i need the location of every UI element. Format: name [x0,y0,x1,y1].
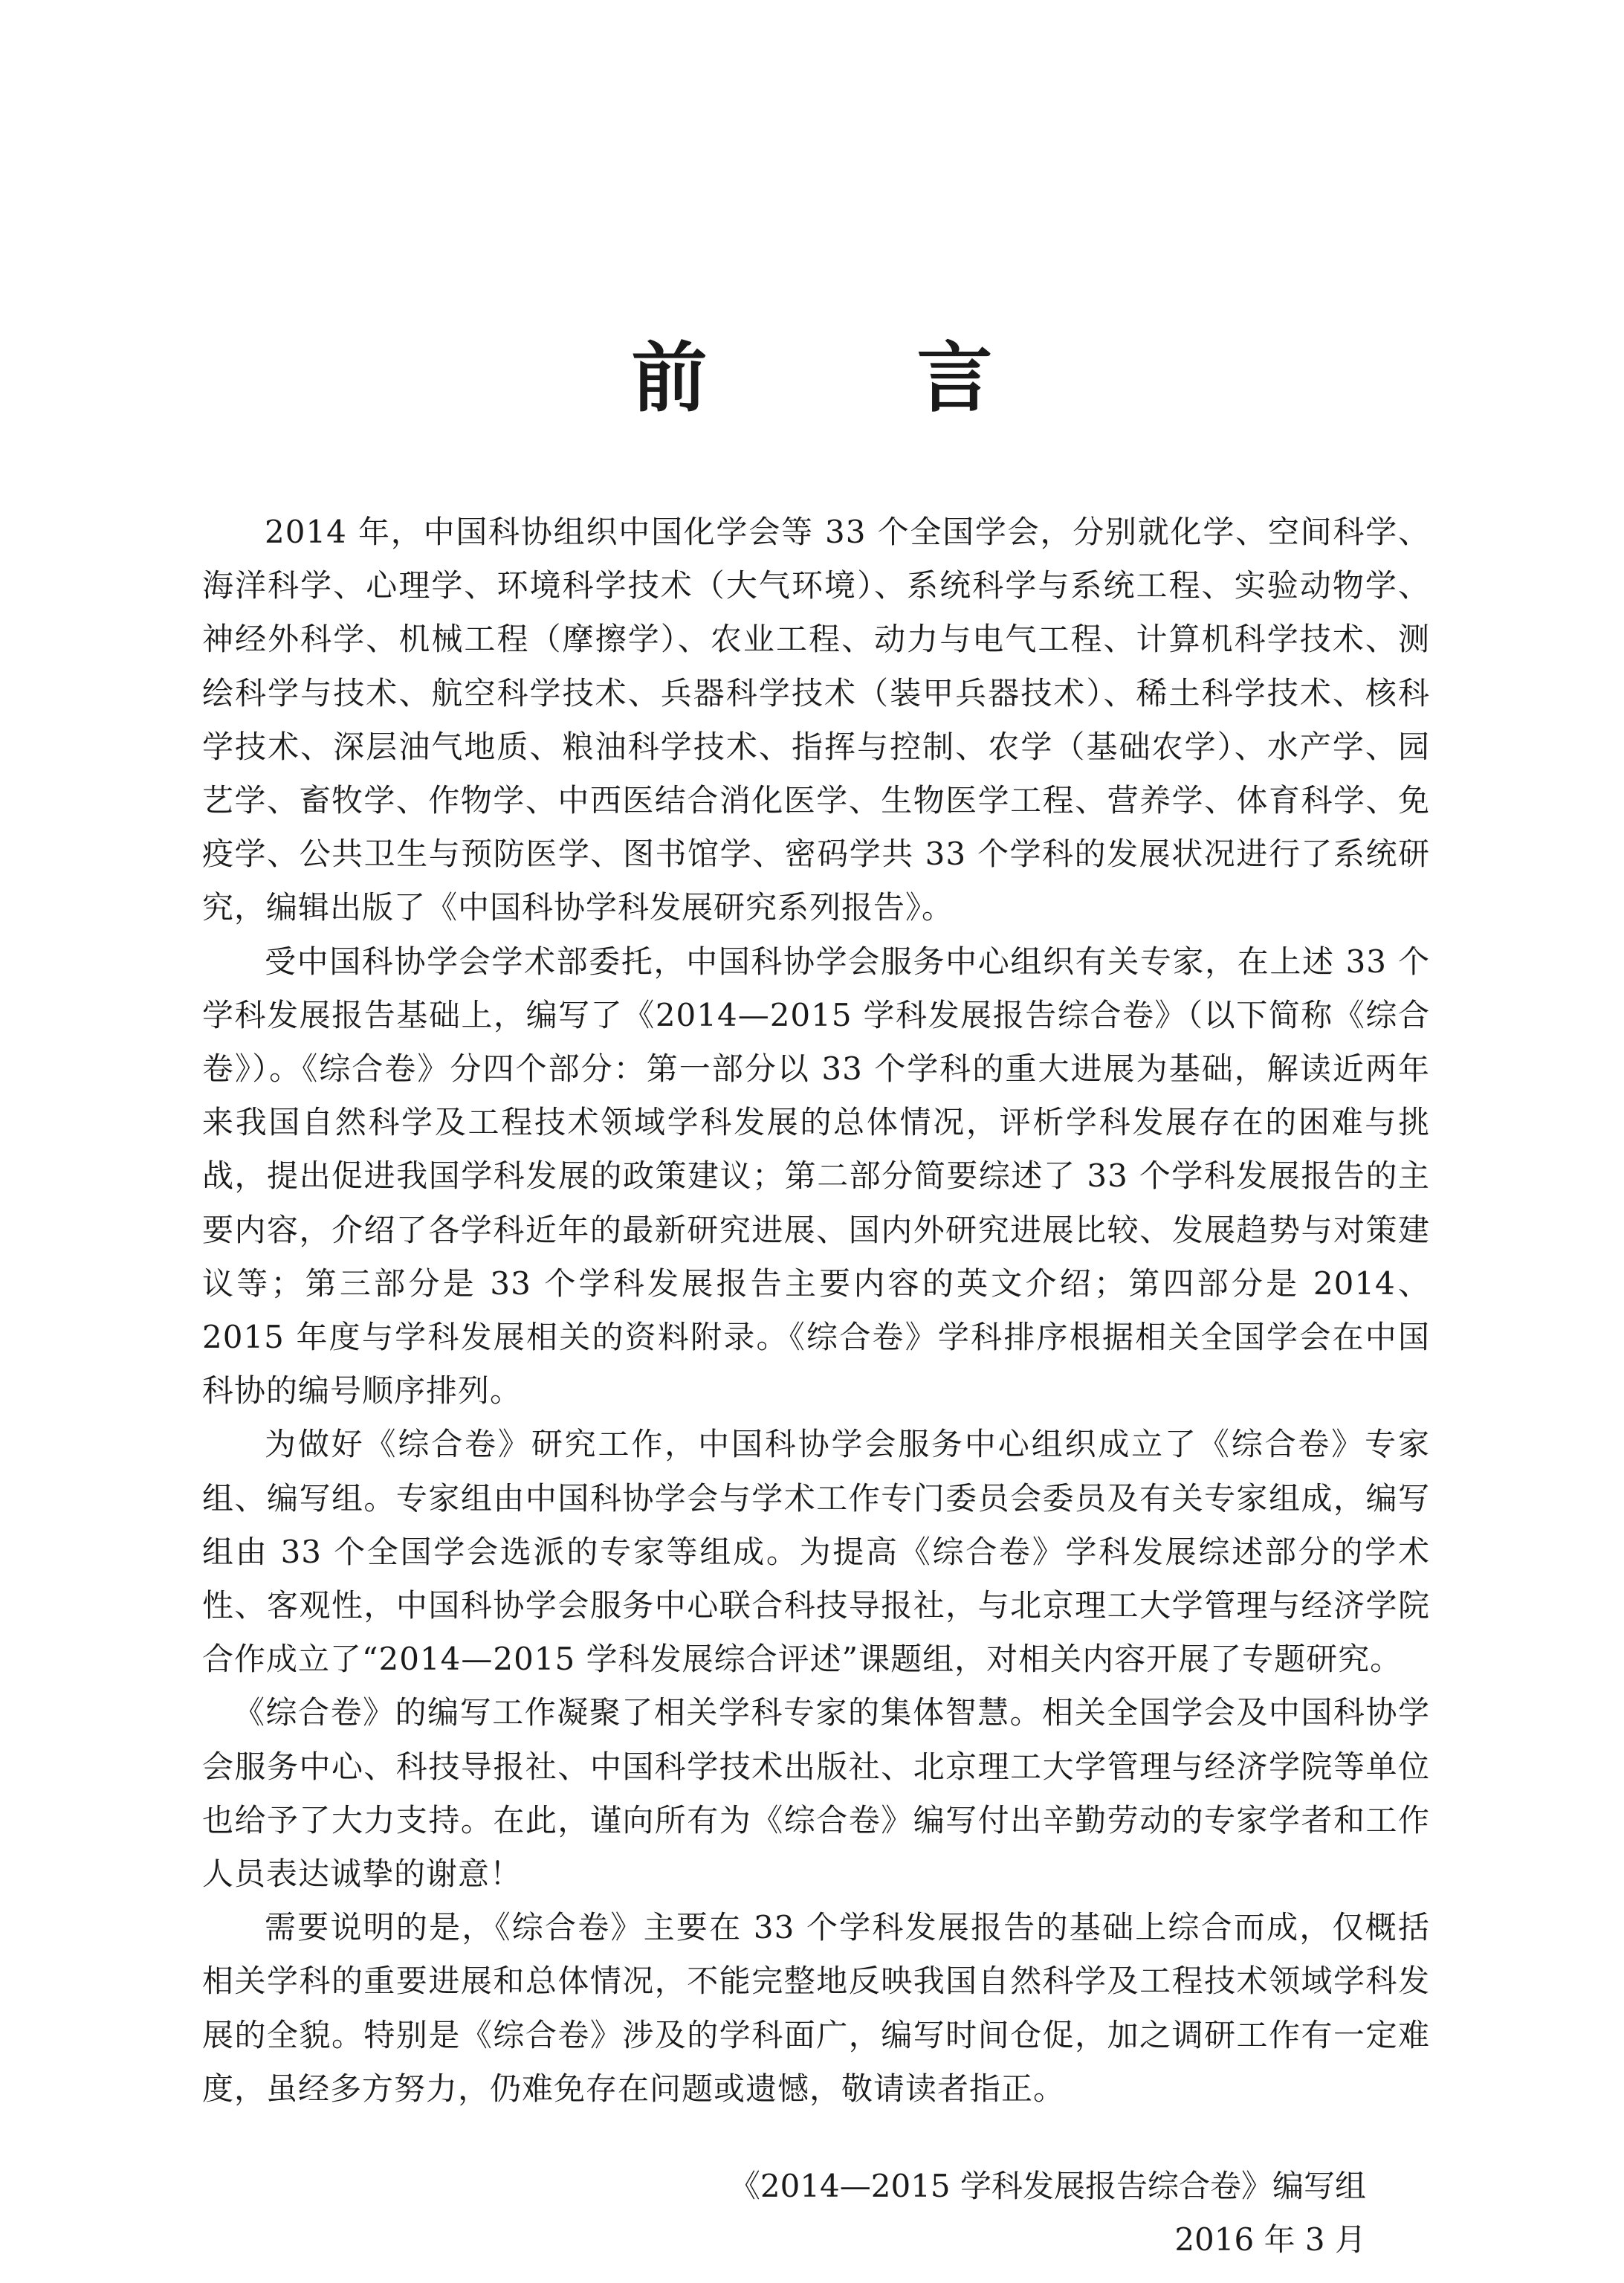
signature-block [202,2160,1366,2267]
preface-body [202,506,1430,2116]
signature-date: 2016 年 3 月 [1174,2221,1366,2258]
signature-author: 《2014—2015 学科发展报告综合卷》编写组 [728,2168,1366,2204]
page-title: 前 言 [631,334,1060,423]
paragraph-2: 受中国科协学会学术部委托，中国科协学会服务中心组织有关专家，在上述 33 个学科发展报告基础上，编写了《2014—2015 学科发展报告综合卷》（以下简称《综合卷》）。《综合卷》分四个部分：第一部分以 33 个学科的重大进展为基础，解读近两年来我国自然科学及工程技术领域学科发展的总体情况，评析学科发展存在的困难与挑战，提出促进我国学科发展的政策建议；第二部分简要综述了 33 个学科发展报告的主要内容，介绍了各学科近年的最新研究进展、国内外研究进展比较、发展趋势与对策建议等；第三部分是 33 个学科发展报告主要内容的英文介绍；第四部分是 2014、2015 年度与学科发展相关的资料附录。《综合卷》学科排序根据相关全国学会在中国科协的编号顺序排列。 [202,943,1430,1409]
paragraph-5: 需要说明的是，《综合卷》主要在 33 个学科发展报告的基础上综合而成，仅概括相关学科的重要进展和总体情况，不能完整地反映我国自然科学及工程技术领域学科发展的全貌。特别是《综合卷》涉及的学科面广，编写时间仓促，加之调研工作有一定难度，虽经多方努力，仍难免存在问题或遗憾，敬请读者指正。 [202,1909,1430,2107]
paragraph-1: 2014 年，中国科协组织中国化学会等 33 个全国学会，分别就化学、空间科学、海洋科学、心理学、环境科学技术（大气环境）、系统科学与系统工程、实验动物学、神经外科学、机械工程（摩擦学）、农业工程、动力与电气工程、计算机科学技术、测绘科学与技术、航空科学技术、兵器科学技术（装甲兵器技术）、稀土科学技术、核科学技术、深层油气地质、粮油科学技术、指挥与控制、农学（基础农学）、水产学、园艺学、畜牧学、作物学、中西医结合消化医学、生物医学工程、营养学、体育科学、免疫学、公共卫生与预防医学、图书馆学、密码学共 33 个学科的发展状况进行了系统研究，编辑出版了《中国科协学科发展研究系列报告》。 [202,514,1430,926]
paragraph-4: 《综合卷》的编写工作凝聚了相关学科专家的集体智慧。相关全国学会及中国科协学会服务中心、科技导报社、中国科学技术出版社、北京理工大学管理与经济学院等单位也给予了大力支持。在此，谨向所有为《综合卷》编写付出辛勤劳动的专家学者和工作人员表达诚挚的谢意！ [202,1694,1430,1893]
paragraph-3: 为做好《综合卷》研究工作，中国科协学会服务中心组织成立了《综合卷》专家组、编写组。专家组由中国科协学会与学术工作专门委员会委员及有关专家组成，编写组由 33 个全国学会选派的专家等组成。为提高《综合卷》学科发展综述部分的学术性、客观性，中国科协学会服务中心联合科技导报社，与北京理工大学管理与经济学院合作成立了“2014—2015 学科发展综合评述”课题组，对相关内容开展了专题研究。 [202,1426,1430,1678]
